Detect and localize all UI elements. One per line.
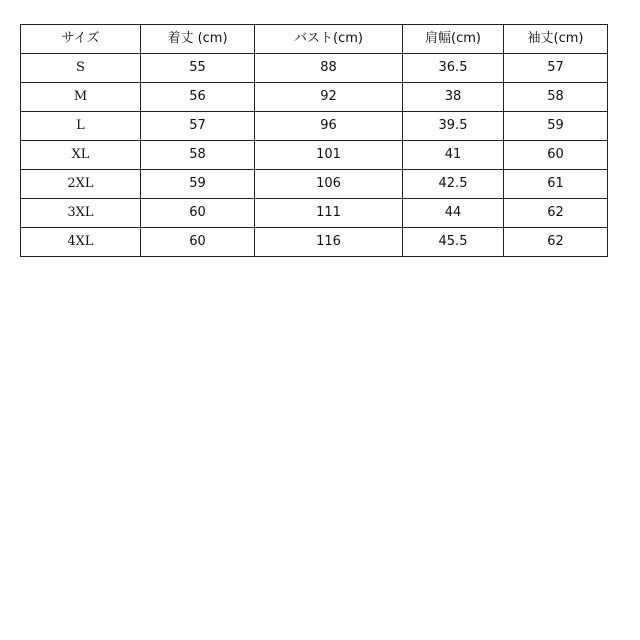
- table-row: [21, 112, 608, 141]
- cell-sleeve: 57: [504, 54, 608, 83]
- cell-shoulder: 44: [403, 199, 504, 228]
- table-row: [21, 228, 608, 257]
- size-chart-table: [20, 24, 608, 257]
- cell-length: 57: [141, 112, 255, 141]
- cell-size: XL: [21, 141, 141, 170]
- cell-length: 56: [141, 83, 255, 112]
- cell-length: 59: [141, 170, 255, 199]
- cell-shoulder: 42.5: [403, 170, 504, 199]
- cell-size: M: [21, 83, 141, 112]
- cell-bust: 111: [255, 199, 403, 228]
- cell-sleeve: 62: [504, 199, 608, 228]
- cell-sleeve: 60: [504, 141, 608, 170]
- table-row: [21, 83, 608, 112]
- cell-shoulder: 41: [403, 141, 504, 170]
- cell-shoulder: 36.5: [403, 54, 504, 83]
- cell-size: 2XL: [21, 170, 141, 199]
- cell-shoulder: 39.5: [403, 112, 504, 141]
- cell-bust: 88: [255, 54, 403, 83]
- cell-size: S: [21, 54, 141, 83]
- cell-bust: 96: [255, 112, 403, 141]
- cell-sleeve: 62: [504, 228, 608, 257]
- cell-sleeve: 61: [504, 170, 608, 199]
- header-size: サイズ: [21, 25, 141, 54]
- table-row: [21, 54, 608, 83]
- cell-shoulder: 45.5: [403, 228, 504, 257]
- header-sleeve: 袖丈(cm): [504, 25, 608, 54]
- table-row: [21, 141, 608, 170]
- cell-size: 4XL: [21, 228, 141, 257]
- header-length: 着丈 (cm): [141, 25, 255, 54]
- cell-length: 60: [141, 199, 255, 228]
- cell-shoulder: 38: [403, 83, 504, 112]
- cell-sleeve: 58: [504, 83, 608, 112]
- header-bust: バスト(cm): [255, 25, 403, 54]
- cell-size: 3XL: [21, 199, 141, 228]
- cell-bust: 106: [255, 170, 403, 199]
- cell-length: 58: [141, 141, 255, 170]
- header-row: [21, 25, 608, 54]
- cell-size: L: [21, 112, 141, 141]
- cell-bust: 101: [255, 141, 403, 170]
- table-row: [21, 170, 608, 199]
- table-row: [21, 199, 608, 228]
- header-shoulder: 肩幅(cm): [403, 25, 504, 54]
- cell-bust: 116: [255, 228, 403, 257]
- cell-length: 55: [141, 54, 255, 83]
- cell-sleeve: 59: [504, 112, 608, 141]
- cell-length: 60: [141, 228, 255, 257]
- cell-bust: 92: [255, 83, 403, 112]
